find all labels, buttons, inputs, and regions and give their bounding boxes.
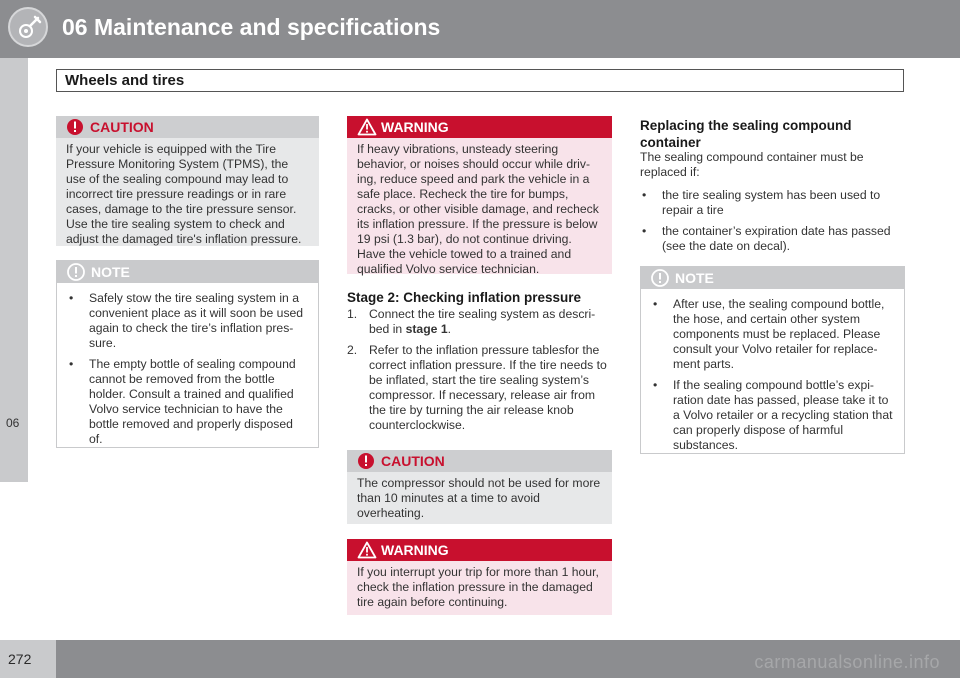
list-item <box>640 224 908 254</box>
warning-triangle-icon <box>357 118 377 136</box>
warning-triangle-icon <box>357 541 377 559</box>
bullet: • <box>642 188 647 202</box>
list-item <box>67 357 308 447</box>
note-body <box>57 283 318 461</box>
step-text: Connect the tire sealing system as descri-bed in <box>369 307 596 336</box>
list-item <box>651 378 894 453</box>
note-label: NOTE <box>675 270 714 286</box>
warning-label: WARNING <box>381 119 449 135</box>
section-title: Wheels and tires <box>65 72 185 89</box>
page-number: 272 <box>8 651 32 667</box>
chapter-title: 06 Maintenance and specifications <box>62 14 441 40</box>
caution-label: CAUTION <box>90 119 154 135</box>
condition-text: the container’s expiration date has passed (see the date on decal). <box>662 224 891 253</box>
bullet: • <box>69 357 74 371</box>
note-header <box>641 267 904 289</box>
step-item <box>347 343 615 433</box>
note-item-text: After use, the sealing compound bottle, the hose, and certain other system components must be replaced. Please consult your Volvo retailer for replace-ment parts. <box>673 297 885 371</box>
exclamation-circle-icon <box>357 452 375 470</box>
note-body <box>641 289 904 467</box>
section-title-bar <box>56 69 904 92</box>
caution-text: If your vehicle is equipped with the Tire Pressure Monitoring System (TPMS), the use of the sealing compound may lead to incorrect tire pressure readings or in rare cases, damage to the tire pressure sensor. Use the tire sealing system to check and adjust the damaged tire's inflation pressure. <box>66 142 302 246</box>
caution-box-tpms <box>56 116 319 246</box>
caution-text: The compressor should not be used for more than 10 minutes at a time to avoid overheating. <box>357 476 601 520</box>
replacing-intro: The sealing compound container must be replaced if: <box>640 150 864 179</box>
note-item-text: The empty bottle of sealing compound cannot be removed from the bottle holder. Consult a trained and qualified Volvo service technician to have the bottle removed and properly disposed of. <box>89 357 296 446</box>
side-tab-label: 06 <box>6 416 20 430</box>
stage-2-heading: Stage 2: Checking inflation pressure <box>347 290 582 305</box>
list-item <box>651 297 894 372</box>
wrench-gear-icon <box>8 7 48 47</box>
warning-header <box>347 539 612 561</box>
caution-header <box>56 116 319 138</box>
caution-box-compressor <box>347 450 612 524</box>
note-box-stow <box>56 260 319 448</box>
bullet: • <box>653 297 658 311</box>
step-text: Refer to the inflation pressure tablesfor the correct inflation pressure. If the tire needs to be inflated, start the tire sealing system’s compressor. If necessary, release air from the tire by turning the air release knob counterclockwise. <box>369 343 607 432</box>
warning-text: If heavy vibrations, unsteady steering behavior, or noises should occur while driv-ing, reduce speed and park the vehicle in a safe place. Recheck the tire for bumps, cracks, or other visible damage, and recheck its inflation pressure. If the pressure is below 19 psi (1.3 bar), do not continue driving. Have the vehicle towed to a trained and qualified Volvo service technician. <box>357 142 599 276</box>
replacing-container-heading: Replacing the sealing compound container <box>640 118 852 150</box>
stage-2-steps <box>347 307 615 439</box>
bullet: • <box>653 378 658 392</box>
info-circle-icon <box>651 269 669 287</box>
list-item <box>67 291 308 351</box>
warning-header <box>347 116 612 138</box>
watermark: carmanualsonline.info <box>754 652 940 672</box>
step-number: 2. <box>347 343 358 357</box>
bullet: • <box>642 224 647 238</box>
list-item <box>640 188 908 218</box>
warning-text: If you interrupt your trip for more than 1 hour, check the inflation pressure in the damaged tire again before continuing. <box>357 565 599 609</box>
step-number: 1. <box>347 307 358 321</box>
bullet: • <box>69 291 74 305</box>
note-box-disposal <box>640 266 905 454</box>
step-bold-ref: stage 1 <box>405 322 448 336</box>
warning-box-vibrations <box>347 116 612 274</box>
warning-label: WARNING <box>381 542 449 558</box>
warning-box-interrupt <box>347 539 612 615</box>
step-item <box>347 307 615 337</box>
caution-label: CAUTION <box>381 453 445 469</box>
note-item-text: Safely stow the tire sealing system in a convenient place as it will soon be used again to check the tire’s inflation pres-sure. <box>89 291 304 350</box>
info-circle-icon <box>67 263 85 281</box>
replacing-conditions <box>640 184 908 260</box>
exclamation-circle-icon <box>66 118 84 136</box>
note-label: NOTE <box>91 264 130 280</box>
condition-text: the tire sealing system has been used to repair a tire <box>662 188 881 217</box>
note-item-text: If the sealing compound bottle’s expi-ration date has passed, please take it to a Volvo retailer or a recycling station that can properly dispose of harmful substances. <box>673 378 893 452</box>
step-text-end: . <box>447 322 451 336</box>
note-header <box>57 261 318 283</box>
caution-header <box>347 450 612 472</box>
